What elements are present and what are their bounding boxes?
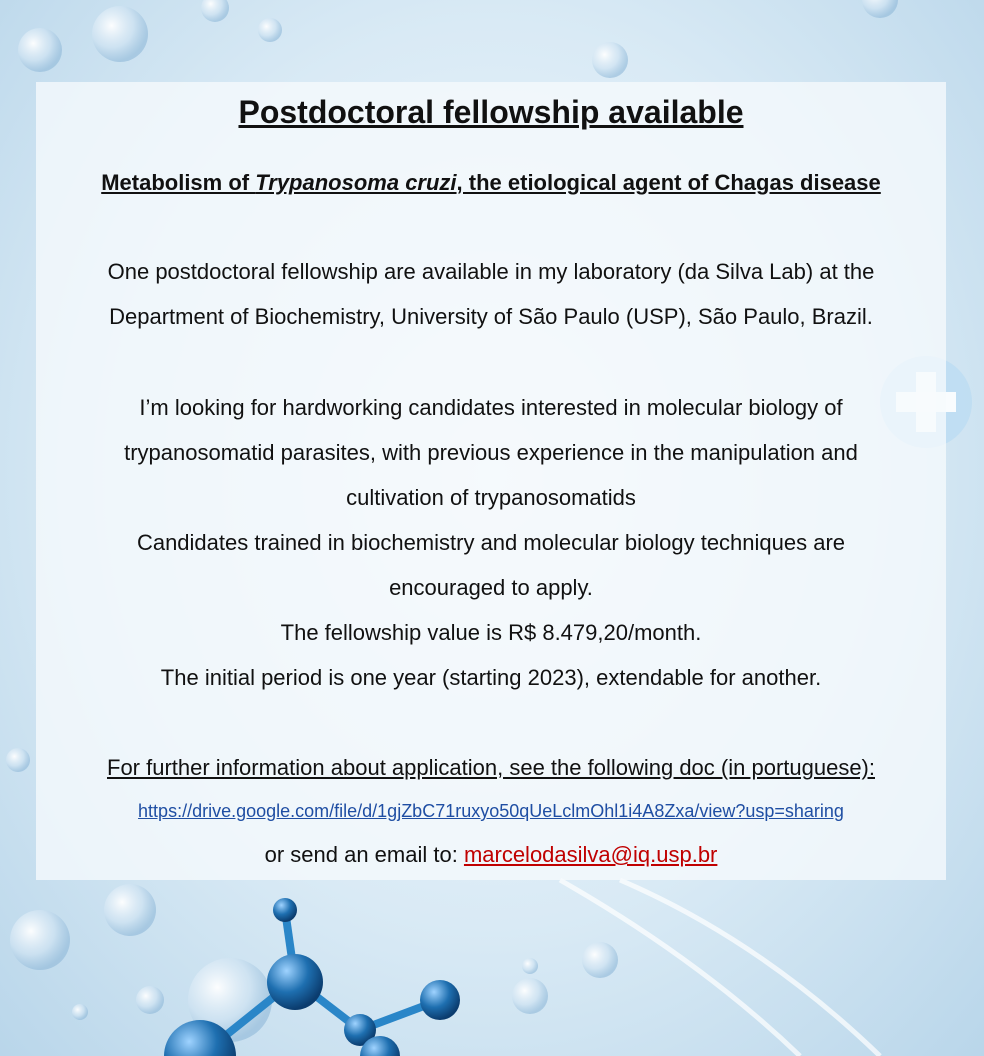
bubble-decoration (10, 910, 70, 970)
bubble-decoration (592, 42, 628, 78)
body-line-6: Candidates trained in biochemistry and molecular biology techniques are (136, 530, 846, 555)
project-subtitle (36, 168, 946, 198)
bubble-decoration (201, 0, 229, 22)
application-link-line (36, 794, 946, 827)
body-line-7: encouraged to apply. (389, 575, 593, 600)
initial-period: The initial period is one year (starting 2023), extendable for another. (160, 665, 822, 690)
subtitle-prefix: Metabolism of (101, 170, 256, 195)
body-line-2: Department of Biochemistry, University of São Paulo (USP), São Paulo, Brazil. (109, 304, 873, 329)
bubble-decoration (136, 986, 164, 1014)
fellowship-value: The fellowship value is R$ 8.479,20/month. (280, 620, 702, 645)
body-line-3: I’m looking for hardworking candidates interested in molecular biology of (139, 395, 843, 420)
bubble-decoration (522, 958, 538, 974)
bubble-decoration (18, 28, 62, 72)
subtitle-suffix: , the etiological agent of Chagas disease (456, 170, 881, 195)
email-prefix: or send an email to: (264, 842, 464, 867)
application-heading: For further information about application, see the following doc (in portuguese): (107, 755, 875, 780)
body-line-5: cultivation of trypanosomatids (346, 485, 636, 510)
bubble-decoration (92, 6, 148, 62)
bubble-decoration (512, 978, 548, 1014)
dna-strand-decoration (620, 880, 880, 1056)
bubble-decoration (6, 748, 30, 772)
bubble-decoration (862, 0, 898, 18)
application-doc-link[interactable]: https://drive.google.com/file/d/1gjZbC71ruxyo50qUeLclmOhl1i4A8Zxa/view?usp=sharing (138, 801, 844, 821)
bubble-decoration (258, 18, 282, 42)
body-line-1: One postdoctoral fellowship are available in my laboratory (da Silva Lab) at the (107, 259, 875, 284)
bubble-decoration (104, 884, 156, 936)
contact-email-link[interactable]: marcelodasilva@iq.usp.br (463, 842, 718, 867)
bubble-decoration (582, 942, 618, 978)
email-line (36, 839, 946, 871)
bubble-decoration (72, 1004, 88, 1020)
body-line-4: trypanosomatid parasites, with previous experience in the manipulation and (124, 440, 858, 465)
page-title: Postdoctoral fellowship available (238, 94, 744, 130)
subtitle-organism: Trypanosoma cruzi (255, 170, 457, 195)
